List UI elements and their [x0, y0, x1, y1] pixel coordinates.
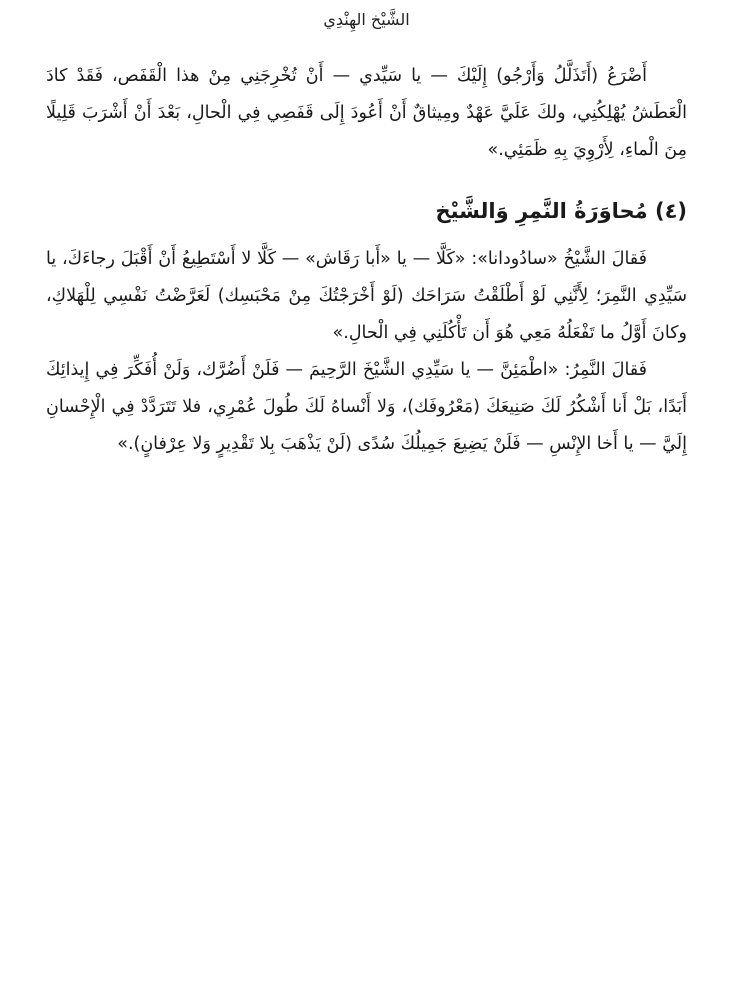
running-header: الشَّيْخ الهِنْدِي	[323, 10, 410, 29]
page-body	[46, 58, 687, 463]
paragraph-tiger-reply: فَقالَ النَّمِرُ: «اطْمَئِنَّ — يا سَيِّدِي الشَّيْخَ الرَّحِيمَ — فَلَنْ أَضُرَّك، وَلَنْ أُفَكِّرَ فِي إِيذائِكَ أَبَدًا، بَلْ أَنا أَشْكُرُ لَكَ صَنِيعَكَ (مَعْرُوفَك)، وَلا أَنْساهُ لَكَ طُولَ عُمْرِي، فلا تَتَرَدَّدْ فِي الْإِحْسانِ إِلَيَّ — يا أَخا الإِنْسِ — فَلَنْ يَضِيعَ جَمِيلُكَ سُدًى (لَنْ يَذْهَبَ بِلا تَقْدِيرٍ وَلا عِرْفانٍ).»	[46, 360, 687, 454]
paragraph-top-1: أَضْرَعُ (أَتَذَلَّلُ وَأَرْجُو) إِلَيْكَ — يا سَيِّدي — أَنْ تُخْرِجَنِي مِنْ هذا الْقَفَص، فَقَدْ كادَ الْعَطَشُ يُهْلِكُنِي، ولكَ عَلَيَّ عَهْدٌ ومِيثاقٌ أَنْ أَعُودَ إِلَى قَفَصِي فِي الْحالِ، بَعْدَ أَنْ أَشْرَبَ قَلِيلًا مِنَ الْماءِ، لِأَرْوِيَ بِهِ ظَمَئِي.»	[46, 66, 687, 160]
paragraph-sheikh-reply: فَقالَ الشَّيْخُ «سادُودانا»: «كَلَّا — يا «أَبا رَقَاش» — كَلَّا لا أَسْتَطِيعُ أَنْ أَقْبَلَ رجاءَكَ، يا سَيِّدِي النَّمِرَ؛ لِأَنَّنِي لَوْ أَطْلَقْتُ سَرَاحَك (لَوْ أَخْرَجْتُكَ مِنْ مَحْبَسِك) لَعَرَّضْتُ نَفْسِي لِلْهَلاكِ، وكانَ أَوَّلُ ما تَفْعَلُهُ مَعِي هُوَ أَن تَأْكُلَنِي فِي الْحالِ.»	[46, 249, 687, 343]
section-heading: (٤) مُحاوَرَةُ النَّمِرِ وَالشَّيْخ	[435, 199, 687, 223]
